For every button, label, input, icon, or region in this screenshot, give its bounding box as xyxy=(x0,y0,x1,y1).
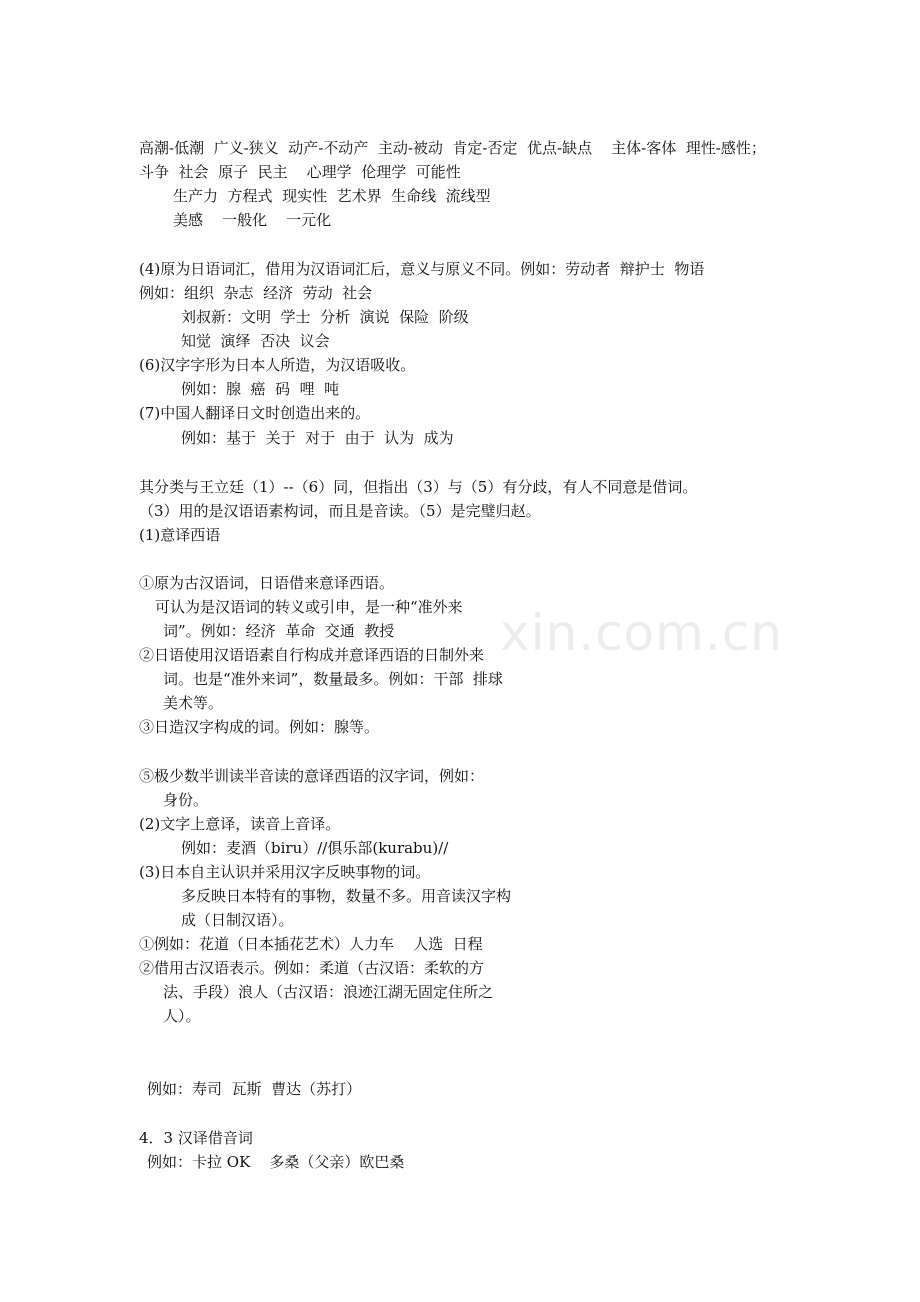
text-line: 美术等。 xyxy=(163,694,224,712)
text-line: (1)意译西语 xyxy=(139,526,221,544)
text-line: 词。也是“准外来词”，数量最多。例如：干部 排球 xyxy=(163,670,503,688)
text-line: 例如：腺 癌 码 哩 吨 xyxy=(181,380,340,398)
text-line: (7)中国人翻译日文时创造出来的。 xyxy=(139,404,371,422)
text-line: 例如：麦酒（biru）//俱乐部(kurabu)// xyxy=(181,839,449,857)
text-line: ①原为古汉语词，日语借来意译西语。 xyxy=(139,574,395,592)
text-line: ②日语使用汉语语素自行构成并意译西语的日制外来 xyxy=(139,646,485,664)
text-line: 生产力 方程式 现实性 艺术界 生命线 流线型 xyxy=(173,187,491,205)
text-line: 知觉 演绎 否决 议会 xyxy=(181,332,330,350)
text-line: 刘叔新：文明 学士 分析 演说 保险 阶级 xyxy=(181,308,469,326)
text-line: 成（日制汉语）。 xyxy=(181,911,294,929)
text-line: 身份。 xyxy=(163,791,209,809)
text-line: 高潮-低潮 广义-狭义 动产-不动产 主动-被动 肯定-否定 优点-缺点 主体-客体 理性-感性； xyxy=(139,139,766,157)
text-line: 法、手段）浪人（古汉语：浪迹江湖无固定住所之 xyxy=(163,983,494,1001)
text-line: (3)日本自主认识并采用汉字反映事物的词。 xyxy=(139,863,431,881)
text-line: ②借用古汉语表示。例如：柔道（古汉语：柔软的方 xyxy=(139,959,485,977)
text-line: 美感 一般化 一元化 xyxy=(173,211,332,229)
text-line: （3）用的是汉语语素构词，而且是音读。（5）是完璧归赵。 xyxy=(139,502,541,520)
text-line: 例如：组织 杂志 经济 劳动 社会 xyxy=(139,284,373,302)
text-line: 例如：基于 关于 对于 由于 认为 成为 xyxy=(181,429,454,447)
text-line: ⑤极少数半训读半音读的意译西语的汉字词，例如： xyxy=(139,767,485,785)
text-line: (4)原为日语词汇，借用为汉语词汇后，意义与原义不同。例如：劳动者 辩护士 物语 xyxy=(139,260,705,278)
watermark-text: xin.com.cn xyxy=(500,604,783,662)
text-line: 人）。 xyxy=(163,1007,201,1025)
text-line: 词”。例如：经济 革命 交通 教授 xyxy=(163,622,395,640)
text-line: ①例如：花道（日本插花艺术）人力车 人选 日程 xyxy=(139,935,483,953)
text-line: 斗争 社会 原子 民主 心理学 伦理学 可能性 xyxy=(139,163,461,181)
text-line: ③日造汉字构成的词。例如：腺等。 xyxy=(139,718,380,736)
text-line: 其分类与王立廷（1）--（6）同，但指出（3）与（5）有分歧，有人不同意是借词。 xyxy=(139,478,698,496)
text-line: 可认为是汉语词的转义或引申，是一种“准外来 xyxy=(155,598,463,616)
text-line: (2)文字上意译，读音上音译。 xyxy=(139,815,341,833)
text-line: (6)汉字字形为日本人所造，为汉语吸收。 xyxy=(139,356,416,374)
text-line: 多反映日本特有的事物，数量不多。用音读汉字构 xyxy=(181,887,512,905)
section-heading: 4．3 汉译借音词 xyxy=(139,1129,253,1147)
text-line: 例如：卡拉 OK 多桑（父亲）欧巴桑 xyxy=(147,1153,405,1171)
text-line: 例如：寿司 瓦斯 曹达（苏打） xyxy=(147,1080,362,1098)
